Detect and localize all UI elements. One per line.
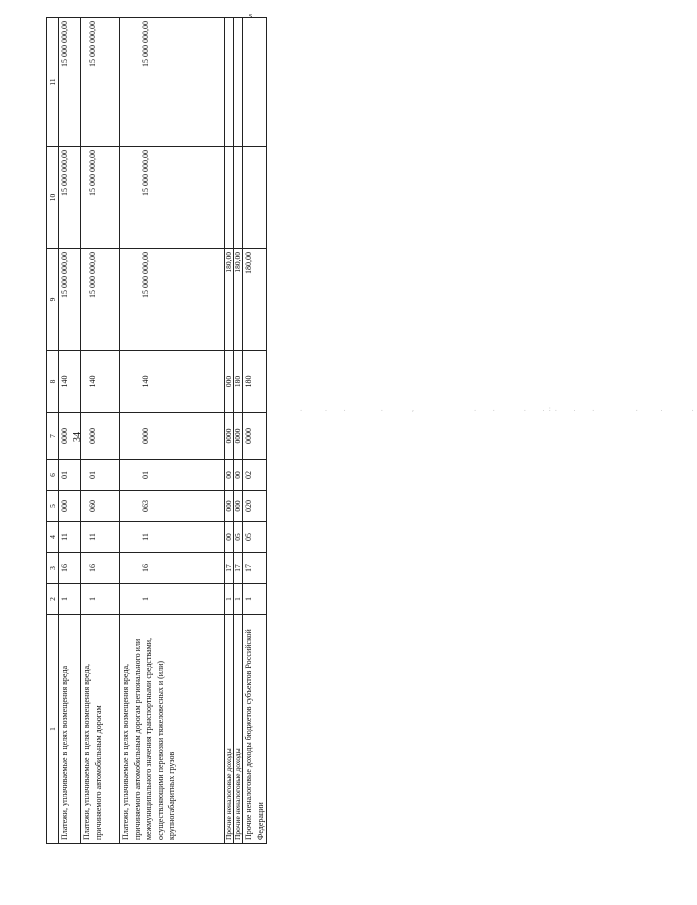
header-cell: 8 <box>47 351 59 413</box>
code-cell: 00 <box>225 460 234 491</box>
amount-cell: 180,00 <box>243 249 267 351</box>
code-cell: 1 <box>81 584 120 615</box>
amount-cell <box>225 147 234 249</box>
amount-cell: 15 000 000,00 <box>120 249 225 351</box>
code-cell: 000 <box>234 491 243 522</box>
code-cell: 180 <box>234 351 243 413</box>
code-cell: 17 <box>243 553 267 584</box>
header-cell: 7 <box>47 413 59 460</box>
code-cell: 063 <box>120 491 225 522</box>
amount-cell: 15 000 000,00 <box>81 147 120 249</box>
code-cell: 11 <box>120 522 225 553</box>
code-cell: 1 <box>59 584 81 615</box>
header-cell: 1 <box>47 615 59 844</box>
header-cell: 2 <box>47 584 59 615</box>
code-cell: 05 <box>234 522 243 553</box>
code-cell: 020 <box>243 491 267 522</box>
code-cell: 000 <box>59 491 81 522</box>
code-cell: 11 <box>81 522 120 553</box>
table-row <box>81 18 120 844</box>
code-cell: 0000 <box>120 413 225 460</box>
code-cell: 01 <box>59 460 81 491</box>
row-name: Прочие неналоговые доходы <box>225 615 234 844</box>
header-cell: 10 <box>47 147 59 249</box>
code-cell: 16 <box>59 553 81 584</box>
code-cell: 0000 <box>234 413 243 460</box>
code-cell: 1 <box>234 584 243 615</box>
header-cell: 5 <box>47 491 59 522</box>
table-row <box>234 18 243 844</box>
amount-cell <box>243 18 267 147</box>
amount-cell <box>234 147 243 249</box>
table-row <box>59 18 81 844</box>
amount-cell <box>225 18 234 147</box>
code-cell: 16 <box>81 553 120 584</box>
amount-cell: 15 000 000,00 <box>81 18 120 147</box>
code-cell: 00 <box>225 522 234 553</box>
code-cell: 140 <box>81 351 120 413</box>
code-cell: 060 <box>81 491 120 522</box>
header-cell: 9 <box>47 249 59 351</box>
row-name: Прочие неналоговые доходы бюджетов субъектов Российской Федерации <box>243 615 267 844</box>
code-cell: 1 <box>120 584 225 615</box>
code-cell: 140 <box>59 351 81 413</box>
corner-mark: s <box>249 11 253 20</box>
amount-cell: 180,00 <box>234 249 243 351</box>
revenue-table <box>46 17 267 844</box>
row-name: Прочие неналоговые доходы <box>234 615 243 844</box>
page-number: 34 <box>72 432 83 442</box>
code-cell: 1 <box>225 584 234 615</box>
code-cell: 02 <box>243 460 267 491</box>
header-cell: 6 <box>47 460 59 491</box>
row-name: Платежи, уплачиваемые в целях возмещения вреда, причиняемого автомобильным дорогам <box>81 615 120 844</box>
amount-cell: 15 000 000,00 <box>120 147 225 249</box>
code-cell: 0000 <box>59 413 81 460</box>
header-row <box>47 18 59 844</box>
amount-cell: 15 000 000,00 <box>59 249 81 351</box>
row-name: Платежи, уплачиваемые в целях возмещения вреда, причиняемого автомобильным дорогам регионального или межмуниципального значения транспортными средствами, осуществляющими перевозки тяжеловесных и (или) крупногабаритных грузов <box>120 615 225 844</box>
code-cell: 01 <box>120 460 225 491</box>
code-cell: 17 <box>225 553 234 584</box>
rotated-table-wrapper <box>46 18 265 844</box>
code-cell: 01 <box>81 460 120 491</box>
code-cell: 000 <box>225 351 234 413</box>
code-cell: 00 <box>234 460 243 491</box>
amount-cell: 15 000 000,00 <box>120 18 225 147</box>
code-cell: 1 <box>243 584 267 615</box>
code-cell: 0000 <box>225 413 234 460</box>
code-cell: 17 <box>234 553 243 584</box>
amount-cell <box>243 147 267 249</box>
amount-cell <box>234 18 243 147</box>
header-cell: 11 <box>47 18 59 147</box>
code-cell: 05 <box>243 522 267 553</box>
table-area <box>46 18 265 844</box>
header-cell: 4 <box>47 522 59 553</box>
amount-cell: 15 000 000,00 <box>81 249 120 351</box>
table-row <box>243 18 267 844</box>
row-name: Платежи, уплачиваемые в целях возмещения вреда <box>59 615 81 844</box>
scan-noise: . . . . , . . . .:. . . . . . <box>299 405 697 413</box>
code-cell: 140 <box>120 351 225 413</box>
code-cell: 0000 <box>81 413 120 460</box>
code-cell: 000 <box>225 491 234 522</box>
amount-cell: 180,00 <box>225 249 234 351</box>
code-cell: 16 <box>120 553 225 584</box>
header-cell: 3 <box>47 553 59 584</box>
amount-cell: 15 000 000,00 <box>59 18 81 147</box>
amount-cell: 15 000 000,00 <box>59 147 81 249</box>
table-row <box>120 18 225 844</box>
code-cell: 180 <box>243 351 267 413</box>
code-cell: 11 <box>59 522 81 553</box>
code-cell: 0000 <box>243 413 267 460</box>
